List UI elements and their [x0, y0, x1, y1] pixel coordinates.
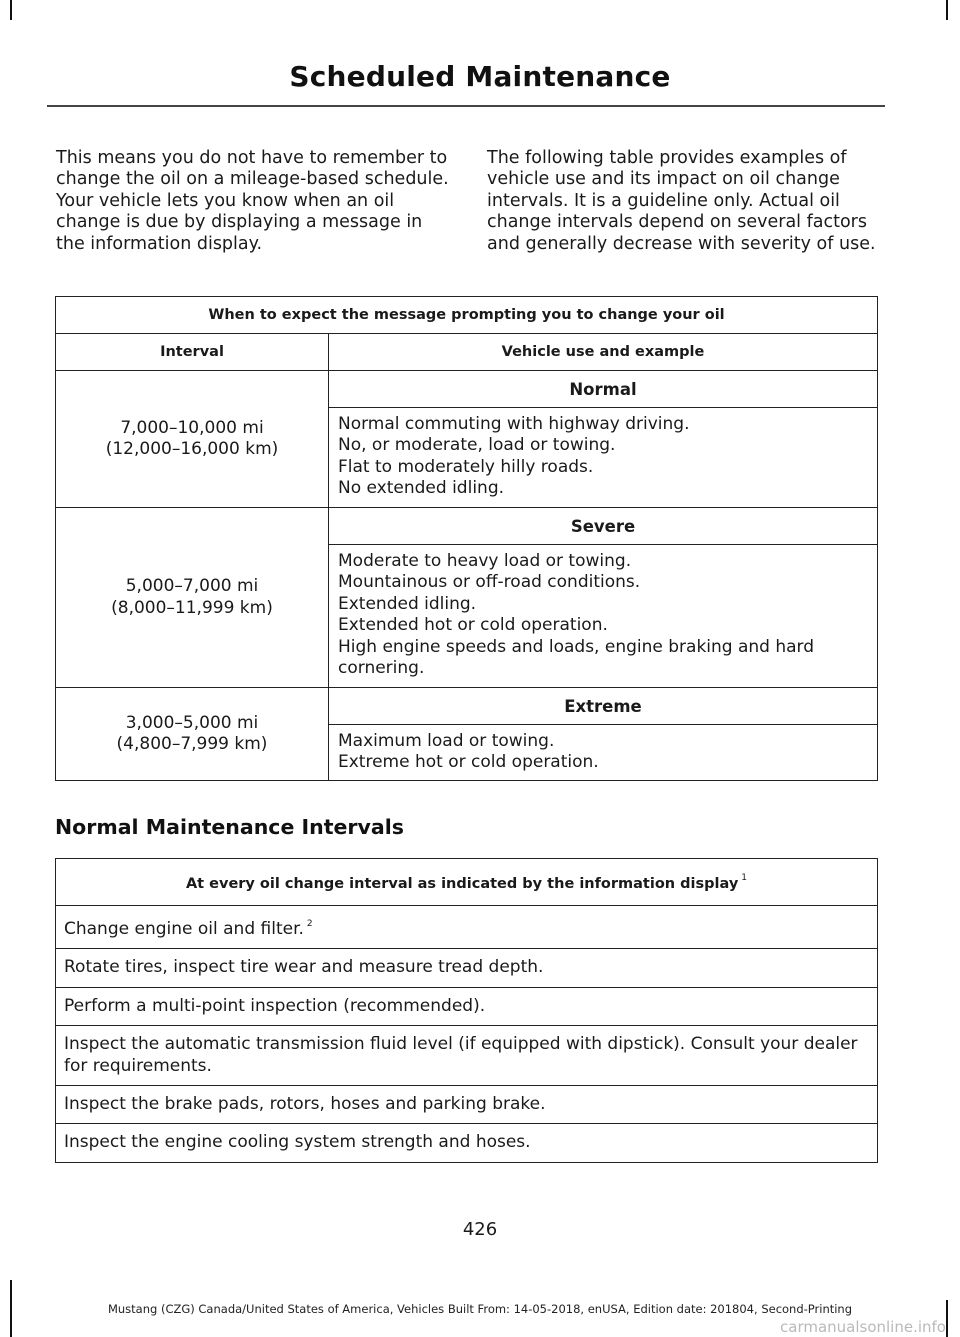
- interval-miles: 5,000–7,000 mi: [125, 576, 259, 597]
- crop-mark-top-left: [10, 0, 12, 20]
- footer-text: Mustang (CZG) Canada/United States of America, Vehicles Built From: 14-05-2018, enUSA, Edition date: 201804, Second-Printing: [107, 1302, 853, 1316]
- maintenance-row: Rotate tires, inspect tire wear and measure tread depth.: [56, 949, 878, 987]
- section-heading: Normal Maintenance Intervals: [55, 815, 404, 839]
- example-line: Mountainous or off-road conditions.: [338, 572, 641, 593]
- example-line: cornering.: [338, 658, 425, 679]
- maintenance-row: Perform a multi-point inspection (recommended).: [56, 987, 878, 1025]
- severity-label-normal: Normal: [329, 371, 878, 408]
- example-line: Flat to moderately hilly roads.: [338, 456, 594, 477]
- severity-label-severe: Severe: [329, 508, 878, 545]
- footnote-marker: 2: [306, 919, 313, 929]
- example-line: Extreme hot or cold operation.: [338, 752, 599, 773]
- interval-km: (8,000–11,999 km): [111, 597, 273, 618]
- crop-mark-top-right: [946, 0, 948, 20]
- example-line: Extended idling.: [338, 593, 477, 614]
- page-number: 426: [462, 1219, 498, 1240]
- examples-cell-severe: [329, 545, 878, 688]
- example-line: Maximum load or towing.: [338, 731, 555, 751]
- maintenance-row: Inspect the brake pads, rotors, hoses and parking brake.: [56, 1086, 878, 1124]
- column-header-interval: Interval: [56, 334, 329, 371]
- interval-km: (12,000–16,000 km): [105, 439, 279, 459]
- caption-text: At every oil change interval as indicated by the information display: [185, 875, 739, 892]
- oil-change-table: [55, 296, 878, 781]
- example-line: No extended idling.: [338, 478, 505, 499]
- intro-left-paragraph: This means you do not have to remember to change the oil on a mileage-based schedule. Your vehicle lets you know when an oil change is due by displaying a message in the information display.: [56, 148, 449, 254]
- examples-cell-extreme: [329, 725, 878, 781]
- interval-cell-severe: [56, 508, 329, 688]
- maintenance-table: [55, 858, 878, 1163]
- example-line: Extended hot or cold operation.: [338, 615, 608, 636]
- watermark-logo: carmanualsonline.info: [780, 1318, 946, 1336]
- example-line: Normal commuting with highway driving.: [338, 414, 690, 434]
- intro-right-paragraph: The following table provides examples of vehicle use and its impact on oil change intervals. It is a guideline only. Actual oil change intervals depend on several factors and generally decrease with severity of use.: [487, 148, 876, 254]
- severity-label-extreme: Extreme: [329, 688, 878, 725]
- maintenance-row: Inspect the engine cooling system strength and hoses.: [56, 1124, 878, 1162]
- header-divider: [47, 105, 885, 107]
- maintenance-row: Inspect the automatic transmission fluid level (if equipped with dipstick). Consult your dealer for requirements.: [56, 1026, 878, 1086]
- example-line: Moderate to heavy load or towing.: [338, 551, 632, 571]
- interval-miles: 7,000–10,000 mi: [120, 417, 264, 438]
- maintenance-item-text: Change engine oil and filter.: [64, 919, 304, 939]
- examples-cell-normal: [329, 408, 878, 508]
- column-header-use: Vehicle use and example: [329, 334, 878, 371]
- maintenance-table-caption: [56, 859, 878, 906]
- example-line: No, or moderate, load or towing.: [338, 435, 616, 456]
- page-title: Scheduled Maintenance: [289, 60, 671, 93]
- interval-cell-extreme: [56, 688, 329, 781]
- interval-miles: 3,000–5,000 mi: [125, 712, 259, 733]
- maintenance-row: [56, 906, 878, 949]
- example-line: High engine speeds and loads, engine braking and hard: [338, 636, 815, 657]
- interval-cell-normal: [56, 371, 329, 508]
- interval-km: (4,800–7,999 km): [116, 734, 268, 754]
- footnote-marker: 1: [741, 872, 748, 883]
- oil-table-caption: When to expect the message prompting you to change your oil: [56, 297, 878, 334]
